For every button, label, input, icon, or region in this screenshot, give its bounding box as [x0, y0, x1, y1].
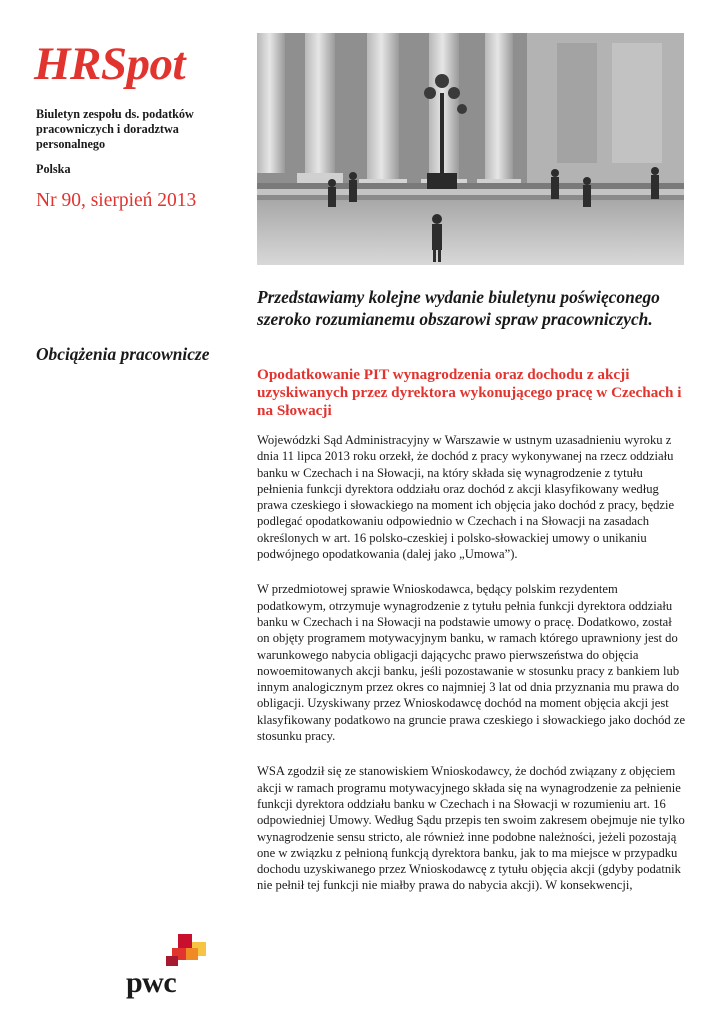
article-paragraph: W przedmiotowej sprawie Wnioskodawca, będący polskim rezydentem podatkowym, otrzymuje wynagrodzenie z tytułu pełnia funkcji dyrektora oddziału banku w Czechach i na Słowacji na podstawie umowy o pracę. Dodatkowo, został on objęty programem motywacyjnym banku, w ramach którego uprawniony jest do warunkowego nabycia obligacji dającychc prawo pierwszeństwa do objęcia nowoemitowanych akcji banku, jeśli pozostawanie w stosunku pracy z bankiem lub innym analogicznym przez okres co najmniej 3 lat od dnia przyznania mu prawa do obligacji. Uzyskiwany przez Wnioskodawcę dochód na moment objęcia akcji jest klasyfikowany podatkowo na gruncie prawa czeskiego i słowackiego jako dochód ze stosunku pracy.: [257, 582, 686, 744]
pwc-logo-text: pwc: [126, 966, 177, 999]
intro-text: Przedstawiamy kolejne wydanie biuletynu poświęconego szeroko rozumianemu obszarowi spraw pracowniczych.: [257, 287, 660, 329]
article-title: Opodatkowanie PIT wynagrodzenia oraz dochodu z akcji uzyskiwanych przez dyrektora wykonującego pracę w Czechach i na Słowacji: [257, 366, 682, 419]
brand-title: HRSpot: [34, 38, 186, 90]
article-paragraph: WSA zgodził się ze stanowiskiem Wnioskodawcy, że dochód związany z objęciem akcji w ramach programu motywacyjnego składa się na wynagrodzenie za pełnienie funkcji dyrektora oddziału banku w Czechach i na Słowacji w rozumieniu art. 16 odpowiedniej Umowy. Według Sądu przepis ten swoim zakresem obejmuje nie tylko wynagrodzenie sensu stricto, ale również inne podobne należności, jeżeli pozostają one w związku z pełnioną funkcją dyrektora banku, jak to ma miejsce w przypadku dochodu uzyskiwanego przez Wnioskodawcę z tytułu objęcia akcji (gdyby podatnik nie pełnił tej funkcji nie miałby prawa do nabycia akcji). W konsekwencji,: [257, 764, 685, 893]
pwc-logo: [126, 932, 206, 1002]
article-body: [257, 432, 687, 913]
newsletter-subtitle: Biuletyn zespołu ds. podatków pracowniczych i doradztwa personalnego: [36, 107, 194, 151]
city-building-columns-photo: [257, 33, 684, 265]
country-label: Polska: [36, 162, 71, 176]
article-paragraph: Wojewódzki Sąd Administracyjny w Warszawie w ustnym uzasadnieniu wyroku z dnia 11 lipca 2013 roku orzekł, że dochód z pracy wykonywanej na rzecz oddziału banku w Czechach i na Słowacji, na który składa się wynagrodzenie z tytułu pełnienia funkcji dyrektora oddziału oraz dochód z akcji klasyfikowany według prawa czeskiego i słowackiego na moment ich objęcia jako dochód z pracy, będzie podlegać opodatkowaniu odpowiednio w Czechach i na Słowacji na zasadach określonych w art. 16 polsko-czeskiej i polsko-słowackiej umowy o unikaniu podwójnego opodatkowania (dalej jako „Umowa”).: [257, 433, 675, 562]
section-title: Obciążenia pracownicze: [36, 344, 210, 364]
issue-number: Nr 90, sierpień 2013: [36, 190, 197, 211]
